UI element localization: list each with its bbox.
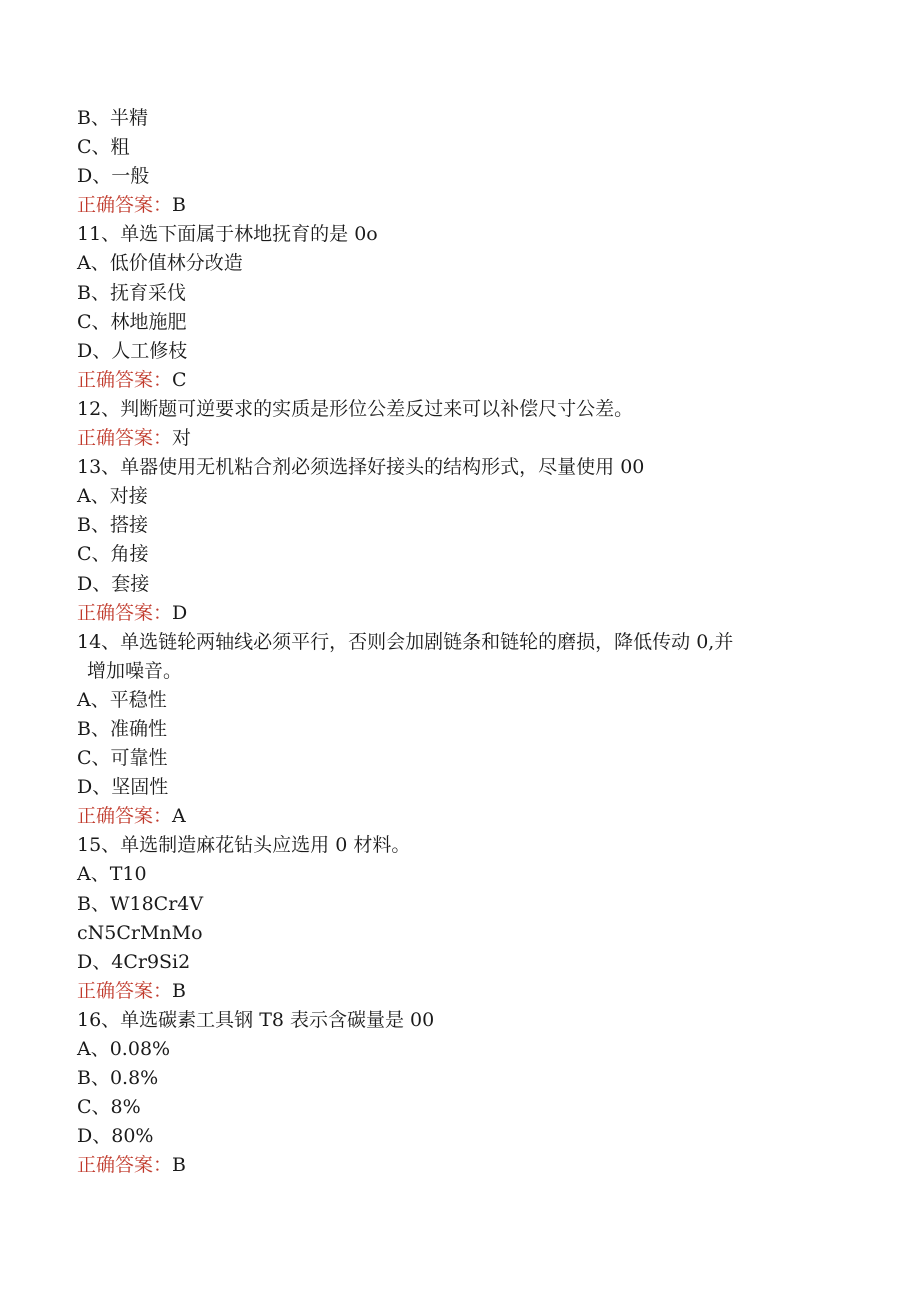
answer-value: B — [172, 979, 186, 1002]
option-line: D、80% — [77, 1125, 154, 1148]
option-line: A、0.08% — [77, 1038, 171, 1060]
answer-value: D — [172, 601, 188, 624]
answer-label: 正确答案： — [77, 601, 173, 624]
question-continuation: 增加噪音。 — [87, 659, 183, 682]
option-line: A、平稳性 — [77, 688, 167, 711]
answer-value: B — [172, 194, 186, 217]
question-line: 16、单选碳素工具钢 T8 表示含碳量是 00 — [77, 1008, 435, 1031]
question-line: 11、单选下面属于林地抚育的是 0o — [77, 223, 378, 246]
option-line: B、抚育采伐 — [77, 281, 186, 304]
option-line: C、可靠性 — [77, 747, 168, 770]
option-line: cN5CrMnMo — [77, 921, 203, 944]
answer-label: 正确答案： — [77, 979, 173, 1002]
option-line: B、W18Cr4V — [77, 892, 204, 915]
question-line: 14、单选链轮两轴线必须平行，否则会加剧链条和链轮的磨损，降低传动 0,并 — [77, 630, 734, 653]
answer-label: 正确答案： — [77, 1154, 173, 1177]
answer-label: 正确答案： — [77, 194, 173, 217]
option-line: B、半精 — [77, 107, 148, 129]
question-line: 15、单选制造麻花钻头应选用 0 材料。 — [77, 834, 411, 857]
answer-value: B — [172, 1154, 186, 1177]
answer-value: A — [172, 805, 186, 828]
option-line: A、低价值林分改造 — [77, 252, 243, 275]
option-line: D、套接 — [77, 572, 150, 595]
answer-value: C — [172, 368, 187, 391]
document-page — [77, 104, 857, 1180]
answer-line — [77, 424, 857, 453]
option-line: B、搭接 — [77, 514, 148, 537]
option-line: C、林地施肥 — [77, 310, 187, 333]
answer-value: 对 — [172, 427, 192, 450]
option-line: A、对接 — [77, 485, 148, 508]
answer-line — [77, 366, 857, 395]
option-line: C、粗 — [77, 136, 130, 159]
option-line: D、一般 — [77, 165, 150, 188]
option-line: C、角接 — [77, 543, 149, 566]
answer-line — [77, 1151, 857, 1180]
option-line: D、坚固性 — [77, 776, 169, 799]
answer-label: 正确答案： — [77, 805, 173, 828]
option-line: B、0.8% — [77, 1067, 159, 1090]
answer-line — [77, 599, 857, 628]
option-line: D、4Cr9Si2 — [77, 950, 191, 973]
answer-label: 正确答案： — [77, 368, 173, 391]
answer-line — [77, 802, 857, 831]
question-line: 13、单器使用无机粘合剂必须选择好接头的结构形式，尽量使用 00 — [77, 456, 645, 479]
answer-line — [77, 977, 857, 1006]
option-line: A、T10 — [77, 863, 147, 886]
option-line: D、人工修枝 — [77, 339, 188, 362]
question-line: 12、判断题可逆要求的实质是形位公差反过来可以补偿尺寸公差。 — [77, 397, 634, 420]
answer-line — [77, 191, 857, 220]
option-line: B、准确性 — [77, 717, 167, 740]
option-line: C、8% — [77, 1096, 141, 1119]
answer-label: 正确答案： — [77, 427, 173, 450]
